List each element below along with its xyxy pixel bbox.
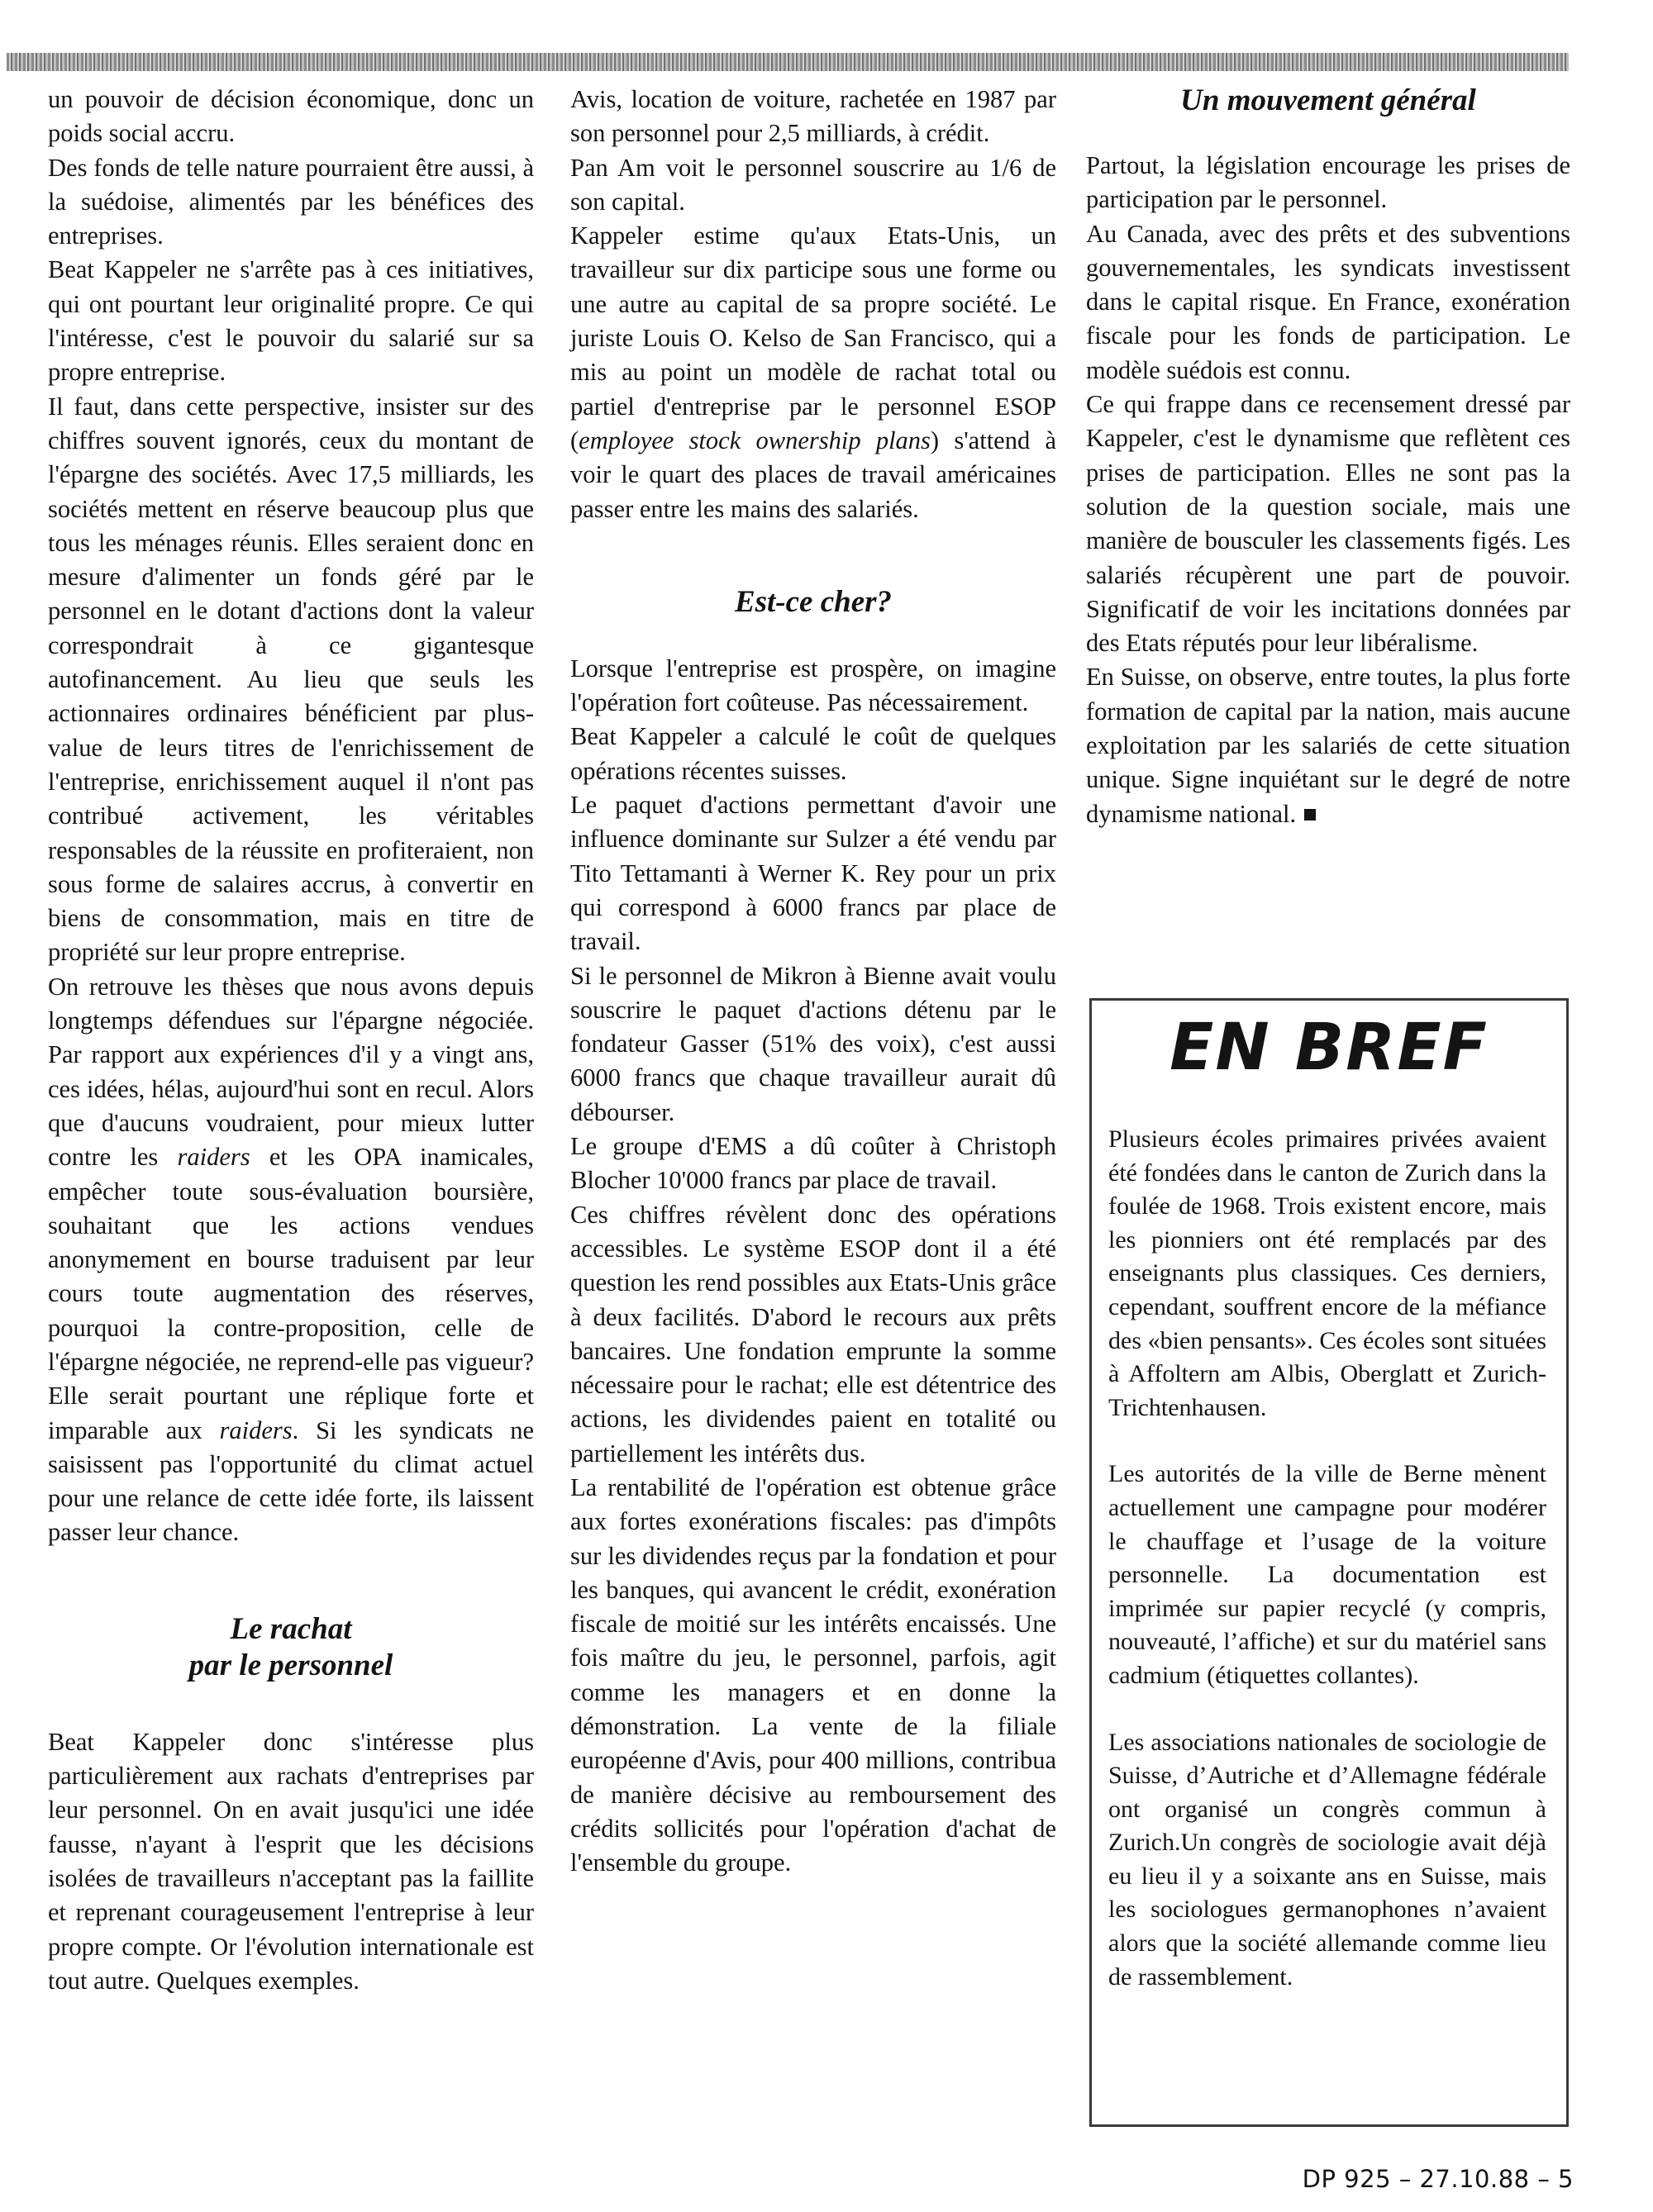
paragraph: Pan Am voit le personnel souscrire au 1/6 de son capital.: [570, 153, 1056, 216]
column-2: [570, 83, 1056, 1881]
paragraph: Ce qui frappe dans ce recensement dressé par Kappeler, c'est le dynamisme que reflètent ces prises de participation. Elles ne sont pas la solution de la question sociale, mais une manière de bousculer les classements figés. Les salariés récupèrent une part de pouvoir. Significatif de voir les incitations données par des Etats réputés pour leur libéralisme.: [1086, 390, 1570, 658]
paragraph: [1086, 660, 1570, 830]
text-run: En Suisse, on observe, entre toutes, la plus forte formation de capital par la nation, mais aucune exploitation par les salariés de cette situation unique. Signe inquiétant sur le degré de notre dynamisme national.: [1086, 663, 1570, 828]
paragraph: Avis, location de voiture, rachetée en 1987 par son personnel pour 2,5 milliards, à crédit.: [570, 85, 1056, 148]
text-run: . Si les syndicats ne saisissent pas l'opportunité du climat actuel pour une relance de cette idée forte, ils laissent passer leur chance.: [48, 1415, 535, 1547]
paragraph: Le paquet d'actions permettant d'avoir une influence dominante sur Sulzer a été vendu par Tito Tettamanti à Werner K. Rey pour un prix qui correspond à 6000 francs par place de travail.: [570, 791, 1056, 956]
text-run: On retrouve les thèses que nous avons depuis longtemps défendues sur l'épargne négociée. Par rapport aux expériences d'il y a vingt ans, ces idées, hélas, aujourd'hui sont en recul. Alors que d'aucuns voudraient, pour mieux lutter contre les: [48, 972, 534, 1172]
paragraph: Partout, la législation encourage les prises de participation par le personnel.: [1086, 151, 1570, 214]
en-bref-box: [1089, 998, 1569, 2127]
bref-item: Plusieurs écoles primaires privées avaient été fondées dans le canton de Zurich dans la foulée de 1968. Trois existent encore, mais les pionniers ont été remplacés par des enseignants plus classiques. Ces derniers, cependant, souffrent encore de la méfiance des «bien pensants». Ces écoles sont situées à Affoltern am Albis, Oberglatt et Zurich-Trichtenhausen.: [1108, 1125, 1546, 1421]
paragraph: Beat Kappeler a calculé le coût de quelques opérations récentes suisses.: [570, 722, 1056, 785]
bref-item: Les associations nationales de sociologie de Suisse, d’Autriche et d’Allemagne fédérale ont organisé un congrès commun à Zurich.Un congrès de sociologie avait déjà eu lieu il y a soixante ans en Suisse, mais les sociologues germanophones n’avaient alors que la société allemande comme lieu de rassemblement.: [1108, 1728, 1546, 1991]
paragraph: Si le personnel de Mikron à Bienne avait voulu souscrire le paquet d'actions détenu par le fondateur Gasser (51% des voix), c'est aussi 6000 francs que chaque travailleur aurait dû débourser.: [570, 961, 1056, 1126]
heading-line: par le personnel: [188, 1648, 393, 1682]
bref-item: Les autorités de la ville de Berne mènent actuellement une campagne pour modérer le chauffage et l’usage de la voiture personnelle. La documentation est imprimée sur papier recyclé (y compris, nouveauté, l’affiche) et sur du matériel sans cadmium (étiquettes collantes).: [1108, 1460, 1546, 1689]
italic-term: raiders: [177, 1143, 250, 1172]
paragraph: La rentabilité de l'opération est obtenue grâce aux fortes exonérations fiscales: pas d'impôts sur les dividendes reçus par la fondation et pour les banques, qui avancent le crédit, exonération fiscale de moitié sur les intérêts encaissés. Une fois maître du jeu, le personnel, parfois, agit comme les managers et en donne la démonstration. La vente de la filiale européenne d'Avis, pour 400 millions, contribua de manière décisive au remboursement des crédits sollicités pour l'opération d'achat de l'ensemble du groupe.: [570, 1472, 1056, 1877]
paragraph: Des fonds de telle nature pourraient être aussi, à la suédoise, alimentés par les bénéfices des entreprises.: [48, 153, 534, 250]
heading-line: Le rachat: [230, 1611, 352, 1646]
italic-term: raiders: [219, 1415, 293, 1444]
top-rule: [7, 53, 1569, 71]
end-square-icon: [1304, 809, 1316, 821]
text-run: Kappeler estime qu'aux Etats-Unis, un travailleur sur dix participe sous une forme ou une autre au capital de sa propre société. Le juriste Louis O. Kelso de San Francisco, qui a mis au point un modèle de rachat total ou partiel d'entreprise par le personnel ESOP (: [570, 221, 1056, 454]
section-heading: Est-ce cher?: [734, 584, 893, 619]
italic-term: employee stock ownership plans: [579, 426, 931, 454]
text-run: et les OPA inamicales, empêcher toute sous-évaluation boursière, souhaitant que les actions vendues anonymement en bourse traduisent par leur cours toute augmentation des réserves, pourquoi la contre-proposition, celle de l'épargne négociée, ne reprend-elle pas vigueur? Elle serait pourtant une réplique forte et imparable aux: [48, 1143, 534, 1444]
paragraph: [48, 970, 534, 1550]
text-run: ) s'attend à voir le quart des places de travail américaines passer entre les mains des salariés.: [570, 426, 1056, 523]
section-heading: [48, 1611, 534, 1684]
paragraph: [570, 219, 1056, 526]
paragraph: Ces chiffres révèlent donc des opérations accessibles. Le système ESOP dont il a été question les rend possibles aux Etats-Unis grâce à deux facilités. D'abord le recours aux prêts bancaires. Une fondation emprunte la somme nécessaire pour le rachat; elle est détentrice des actions, les dividendes paient en totalité ou partiellement les intérêts dus.: [570, 1200, 1056, 1468]
column-3: [1086, 83, 1570, 831]
column-1: [48, 83, 534, 1998]
page-footer: DP 925 – 27.10.88 – 5: [1302, 2165, 1574, 2193]
paragraph: Au Canada, avec des prêts et des subventions gouvernementales, les syndicats investissent dans le capital risque. En France, exonération fiscale pour les fonds de participation. Le modèle suédois est connu.: [1086, 219, 1570, 384]
en-bref-title: EN BREF: [1169, 1011, 1489, 1085]
paragraph: Lorsque l'entreprise est prospère, on imagine l'opération fort coûteuse. Pas nécessairement.: [570, 654, 1056, 717]
en-bref-body: [1108, 1123, 1546, 1994]
paragraph: Beat Kappeler donc s'intéresse plus particulièrement aux rachats d'entreprises par leur personnel. On en avait jusqu'ici une idée fausse, n'ayant à l'esprit que les décisions isolées de travailleurs n'acceptant pas la faillite et reprenant courageusement l'entreprise à leur propre compte. Or l'évolution internationale est tout autre. Quelques exemples.: [48, 1727, 534, 1995]
paragraph: Beat Kappeler ne s'arrête pas à ces initiatives, qui ont pourtant leur originalité propre. Ce qui l'intéresse, c'est le pouvoir du salarié sur sa propre entreprise.: [48, 255, 534, 387]
section-heading: Un mouvement général: [1180, 83, 1476, 117]
paragraph: Le groupe d'EMS a dû coûter à Christoph Blocher 10'000 francs par place de travail.: [570, 1132, 1056, 1195]
paragraph: un pouvoir de décision économique, donc un poids social accru.: [48, 85, 534, 148]
paragraph: Il faut, dans cette perspective, insister sur des chiffres souvent ignorés, ceux du montant de l'épargne des sociétés. Avec 17,5 milliards, les sociétés mettent en réserve beaucoup plus que tous les ménages réunis. Elles seraient donc en mesure d'alimenter un fonds géré par le personnel en le dotant d'actions dont la valeur correspondrait à ce gigantesque autofinancement. Au lieu que seuls les actionnaires ordinaires bénéficient par plus-value de leurs titres de l'enrichissement de l'entreprise, enrichissement auquel il n'ont pas contribué activement, les véritables responsables de la réussite en profiteraient, non sous forme de salaires accrus, à convertir en biens de consommation, mais en titre de propriété sur leur propre entreprise.: [48, 392, 534, 967]
